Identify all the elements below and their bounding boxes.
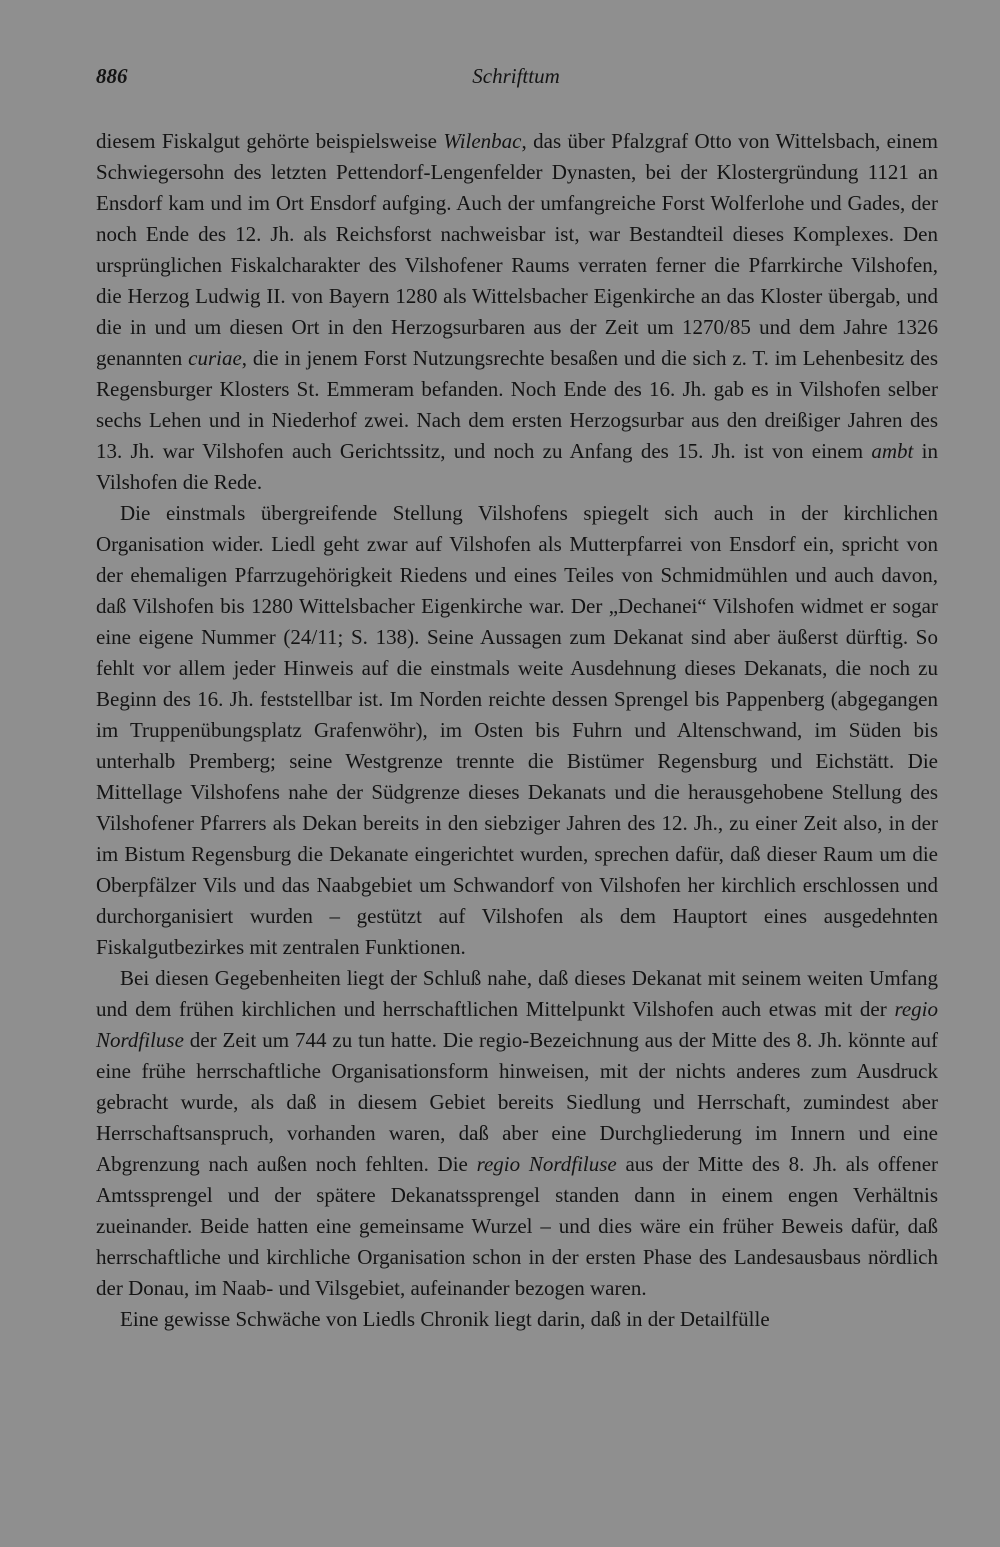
running-head	[96, 64, 936, 94]
italic-term: Wilenbac	[443, 129, 522, 153]
page-number: 886	[96, 64, 128, 88]
paragraph-2	[96, 498, 938, 963]
italic-term: regio Nordfiluse	[96, 997, 938, 1052]
italic-term: regio Nordfiluse	[476, 1152, 617, 1176]
paragraph-3	[96, 963, 938, 1304]
text-segment: Eine gewisse Schwäche von Liedls Chronik liegt darin, daß in der Detailfülle	[120, 1307, 770, 1331]
italic-term: curiae	[188, 346, 242, 370]
text-segment: in Vilshofen die Rede.	[96, 439, 938, 494]
text-segment: diesem Fiskalgut gehörte beispielsweise	[96, 129, 444, 153]
text-segment: Bei diesen Gegebenheiten liegt der Schluß nahe, daß dieses Dekanat mit seinem weiten Umfang und dem frühen kirchlichen und herrschaftlichen Mittelpunkt Vilshofen auch etwas mit der	[96, 966, 938, 1021]
text-segment: , das über Pfalzgraf Otto von Wittelsbach, einem Schwiegersohn des letzten Pettendorf-Lengenfelder Dynasten, bei der Klostergründung 1121 an Ensdorf kam und im Ort Ensdorf aufging. Auch der umfangreiche Forst Wolferlohe und Gades, der noch Ende des 12. Jh. als Reichsforst nachweisbar ist, war Bestandteil dieses Komplexes. Den ursprünglichen Fiskalcharakter des Vilshofener Raums verraten ferner die Pfarrkirche Vilshofen, die Herzog Ludwig II. von Bayern 1280 als Wittelsbacher Eigenkirche an das Kloster übergab, und die in und um diesen Ort in den Herzogsurbaren aus der Zeit um 1270/85 und dem Jahre 1326 genannten	[96, 129, 938, 370]
text-segment: Die einstmals übergreifende Stellung Vilshofens spiegelt sich auch in der kirchlichen Organisation wider. Liedl geht zwar auf Vilshofen als Mutterpfarrei von Ensdorf ein, spricht von der ehemaligen Pfarrzugehörigkeit Riedens und eines Teiles von Schmidmühlen und auch davon, daß Vilshofen bis 1280 Wittelsbacher Eigenkirche war. Der „Dechanei“ Vilshofen widmet er sogar eine eigene Nummer (24/11; S. 138). Seine Aussagen zum Dekanat sind aber äußerst dürftig. So fehlt vor allem jeder Hinweis auf die einstmals weite Ausdehnung dieses Dekanats, die noch zu Beginn des 16. Jh. feststellbar ist. Im Norden reichte dessen Sprengel bis Pappenberg (abgegangen im Truppenübungsplatz Grafenwöhr), im Osten bis Fuhrn und Altenschwand, im Süden bis unterhalb Premberg; seine Westgrenze trennte die Bistümer Regensburg und Eichstätt. Die Mittellage Vilshofens nahe der Südgrenze dieses Dekanats und die herausgehobene Stellung des Vilshofener Pfarrers als Dekan bereits in den siebziger Jahren des 12. Jh., zu einer Zeit also, in der im Bistum Regensburg die Dekanate eingerichtet wurden, sprechen dafür, daß dieser Raum um die Oberpfälzer Vils und das Naabgebiet um Schwandorf von Vilshofen her kirchlich erschlossen und durchorganisiert wurden – gestützt auf Vilshofen als dem Hauptort eines ausgedehnten Fiskalgutbezirkes mit zentralen Funktionen.	[96, 501, 938, 959]
italic-term: ambt	[871, 439, 914, 463]
paragraph-4	[96, 1304, 938, 1335]
paragraph-1	[96, 126, 938, 498]
body-text	[96, 126, 938, 1335]
running-title: Schrifttum	[472, 64, 560, 88]
text-segment: der Zeit um 744 zu tun hatte. Die regio-Bezeichnung aus der Mitte des 8. Jh. könnte auf eine frühe herrschaftliche Organisationsform hinweisen, mit der nichts anderes zum Ausdruck gebracht wurde, als daß in diesem Gebiet bereits Siedlung und Herrschaft, zumindest aber Herrschaftsanspruch, vorhanden waren, daß aber eine Durchgliederung im Innern und eine Abgrenzung nach außen noch fehlten. Die	[96, 1028, 938, 1176]
text-segment: , die in jenem Forst Nutzungsrechte besaßen und die sich z. T. im Lehenbesitz des Regensburger Klosters St. Emmeram befanden. Noch Ende des 16. Jh. gab es in Vilshofen selber sechs Lehen und in Niederhof zwei. Nach dem ersten Herzogsurbar aus den dreißiger Jahren des 13. Jh. war Vilshofen auch Gerichtssitz, und noch zu Anfang des 15. Jh. ist von einem	[96, 346, 938, 463]
text-segment: aus der Mitte des 8. Jh. als offener Amtssprengel und der spätere Dekanatssprengel standen dann in einem engen Verhältnis zueinander. Beide hatten eine gemeinsame Wurzel – und dies wäre ein früher Beweis dafür, daß herrschaftliche und kirchliche Organisation schon in der ersten Phase des Landesausbaus nördlich der Donau, im Naab- und Vilsgebiet, aufeinander bezogen waren.	[96, 1152, 939, 1300]
